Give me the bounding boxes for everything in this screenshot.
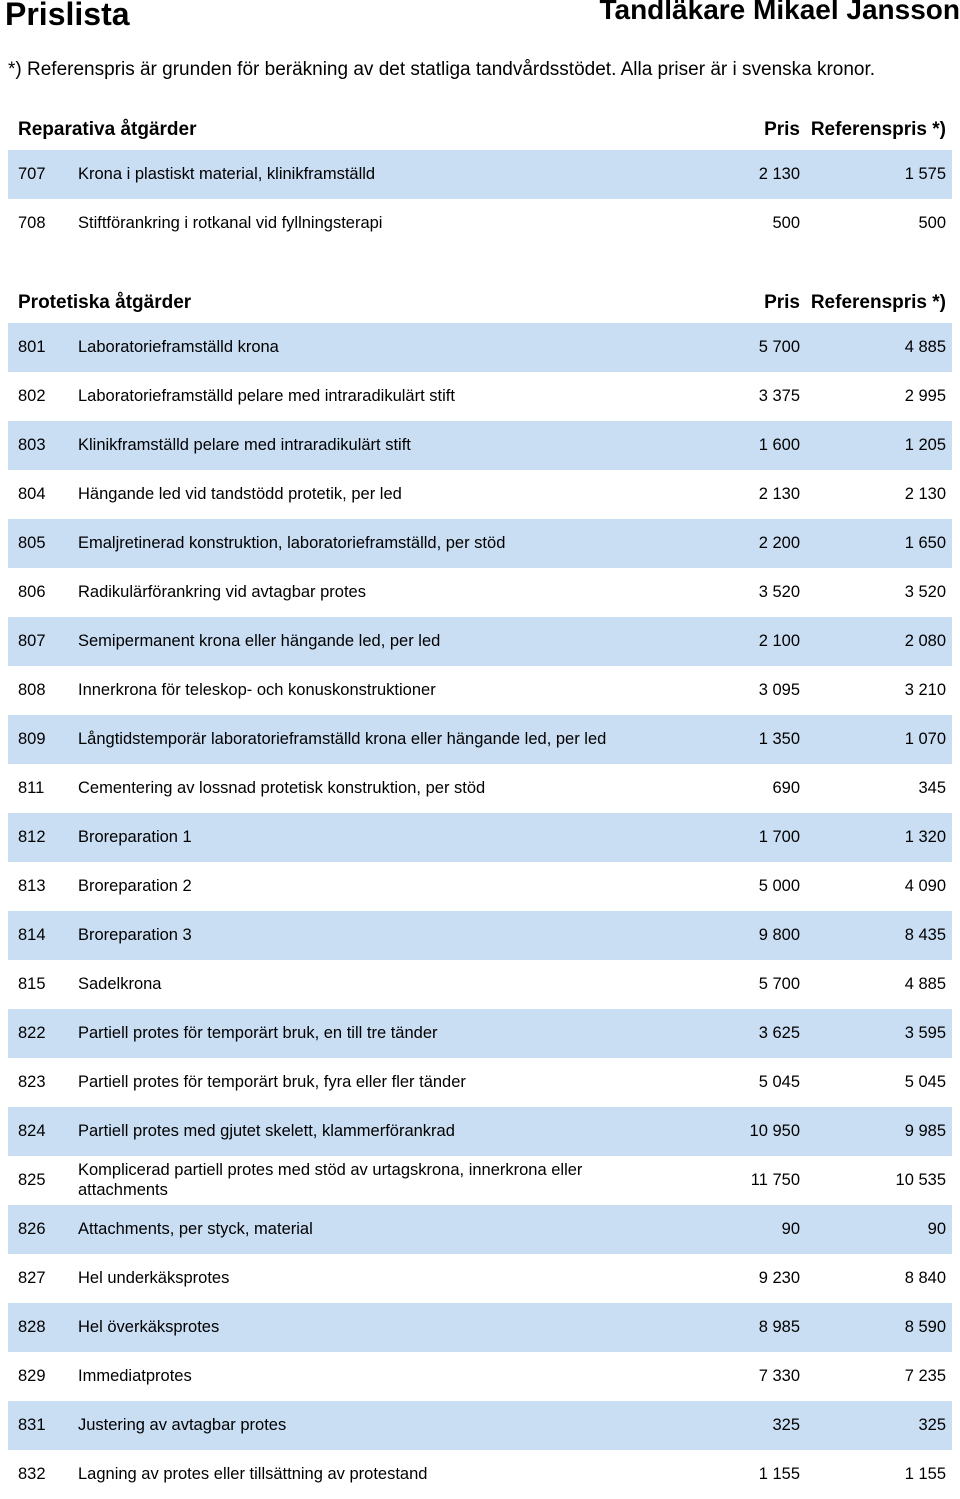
price-value: 9 230: [758, 1269, 800, 1287]
table-row: [8, 568, 952, 617]
procedure-code: 808: [18, 681, 46, 699]
procedure-code: 803: [18, 436, 46, 454]
section-title: Reparativa åtgärder: [18, 119, 197, 140]
table-row: [8, 617, 952, 666]
procedure-description: Immediatprotes: [78, 1367, 192, 1385]
reference-price-value: 7 235: [904, 1367, 946, 1385]
price-table: [8, 323, 952, 1499]
procedure-description: Hel underkäksprotes: [78, 1269, 230, 1287]
procedure-code: 805: [18, 534, 46, 552]
clinic-name: Tandläkare Mikael Jansson: [599, 0, 960, 25]
procedure-code: 825: [18, 1171, 46, 1189]
table-row: [8, 1401, 952, 1450]
reference-price-column-header: Referenspris *): [810, 119, 946, 140]
procedure-description: Emaljretinerad konstruktion, laboratorieframställd, per stöd: [78, 534, 506, 552]
reference-price-value: 3 520: [904, 583, 946, 601]
procedure-description: Cementering av lossnad protetisk konstruktion, per stöd: [78, 779, 486, 797]
procedure-description: Klinikframställd pelare med intraradikulärt stift: [78, 436, 411, 454]
price-value: 5 045: [758, 1073, 800, 1091]
procedure-code: 815: [18, 975, 46, 993]
price-value: 5 700: [758, 975, 800, 993]
table-row: [8, 1352, 952, 1401]
price-value: 2 200: [758, 534, 800, 552]
procedure-code: 824: [18, 1122, 46, 1140]
procedure-description: Laboratorieframställd krona: [78, 338, 279, 356]
table-row: [8, 519, 952, 568]
procedure-description: Broreparation 2: [78, 877, 192, 895]
procedure-description: Sadelkrona: [78, 975, 162, 993]
table-row: [8, 911, 952, 960]
procedure-code: 823: [18, 1073, 46, 1091]
procedure-description: Hängande led vid tandstödd protetik, per led: [78, 485, 402, 503]
section-title: Protetiska åtgärder: [18, 292, 192, 313]
procedure-description: Broreparation 3: [78, 926, 192, 944]
reference-price-value: 1 575: [904, 165, 946, 183]
reference-price-value: 1 650: [904, 534, 946, 552]
price-value: 2 130: [758, 165, 800, 183]
procedure-description: Semipermanent krona eller hängande led, per led: [78, 632, 441, 650]
section-header: [8, 110, 952, 150]
table-row: [8, 862, 952, 911]
reference-price-value: 9 985: [904, 1122, 946, 1140]
table-row: [8, 421, 952, 470]
procedure-code: 813: [18, 877, 46, 895]
procedure-description: Justering av avtagbar protes: [78, 1416, 287, 1434]
price-value: 2 100: [758, 632, 800, 650]
procedure-description: Radikulärförankring vid avtagbar protes: [78, 583, 366, 601]
reference-price-value: 3 595: [904, 1024, 946, 1042]
procedure-description: Stiftförankring i rotkanal vid fyllningsterapi: [78, 214, 383, 232]
procedure-description: Komplicerad partiell protes med stöd av urtagskrona, innerkrona eller attachments: [78, 1161, 583, 1199]
procedure-code: 811: [18, 779, 45, 797]
procedure-description: Attachments, per styck, material: [78, 1220, 313, 1238]
table-row: [8, 1058, 952, 1107]
price-value: 1 600: [758, 436, 800, 454]
table-row: [8, 323, 952, 372]
price-value: 5 700: [758, 338, 800, 356]
table-row: [8, 764, 952, 813]
reference-price-value: 4 885: [904, 975, 946, 993]
reference-price-note: *) Referenspris är grunden för beräkning av det statliga tandvårdsstödet. Alla priser är i svenska kronor.: [8, 59, 876, 80]
price-value: 5 000: [758, 877, 800, 895]
table-row: [8, 1156, 952, 1205]
procedure-code: 708: [18, 214, 46, 232]
reference-price-value: 8 590: [904, 1318, 946, 1336]
reference-price-value: 325: [918, 1416, 946, 1434]
procedure-code: 806: [18, 583, 46, 601]
procedure-code: 822: [18, 1024, 46, 1042]
table-row: [8, 1009, 952, 1058]
procedure-code: 812: [18, 828, 46, 846]
procedure-description: Laboratorieframställd pelare med intraradikulärt stift: [78, 387, 455, 405]
price-value: 11 750: [750, 1171, 800, 1189]
reference-price-value: 3 210: [904, 681, 946, 699]
procedure-code: 829: [18, 1367, 46, 1385]
reference-price-value: 8 435: [904, 926, 946, 944]
procedure-description: Krona i plastiskt material, klinikframställd: [78, 165, 376, 183]
reference-price-value: 5 045: [904, 1073, 946, 1091]
reference-price-value: 2 995: [904, 387, 946, 405]
procedure-description: Innerkrona för teleskop- och konuskonstruktioner: [78, 681, 436, 699]
section-header: [8, 283, 952, 323]
price-value: 1 700: [758, 828, 800, 846]
price-value: 8 985: [758, 1318, 800, 1336]
procedure-code: 828: [18, 1318, 46, 1336]
price-value: 3 520: [758, 583, 800, 601]
price-value: 90: [781, 1220, 800, 1238]
reference-price-value: 2 130: [904, 485, 946, 503]
price-value: 2 130: [758, 485, 800, 503]
procedure-code: 831: [18, 1416, 46, 1434]
price-value: 3 375: [758, 387, 800, 405]
price-column-header: Pris: [764, 119, 800, 140]
section-prosthetic: [8, 283, 952, 1499]
reference-price-value: 10 535: [895, 1171, 946, 1189]
price-value: 7 330: [758, 1367, 800, 1385]
procedure-description: Långtidstemporär laboratorieframställd krona eller hängande led, per led: [78, 730, 607, 748]
table-row: [8, 1254, 952, 1303]
table-row: [8, 1303, 952, 1352]
section-reparative: [8, 110, 952, 248]
price-value: 500: [772, 214, 800, 232]
procedure-code: 802: [18, 387, 46, 405]
reference-price-value: 4 090: [904, 877, 946, 895]
procedure-description: Partiell protes för temporärt bruk, en till tre tänder: [78, 1024, 438, 1042]
reference-price-value: 1 155: [904, 1465, 946, 1483]
reference-price-value: 500: [918, 214, 946, 232]
table-row: [8, 813, 952, 862]
reference-price-value: 2 080: [904, 632, 946, 650]
reference-price-column-header: Referenspris *): [810, 292, 946, 313]
price-value: 690: [772, 779, 800, 797]
page-header: [0, 0, 960, 36]
procedure-code: 801: [18, 338, 46, 356]
reference-price-value: 90: [927, 1220, 946, 1238]
table-row: [8, 150, 952, 199]
procedure-description: Lagning av protes eller tillsättning av protestand: [78, 1465, 428, 1483]
table-row: [8, 470, 952, 519]
procedure-description: Hel överkäksprotes: [78, 1318, 220, 1336]
price-value: 9 800: [758, 926, 800, 944]
table-row: [8, 199, 952, 248]
procedure-code: 804: [18, 485, 46, 503]
table-row: [8, 372, 952, 421]
page-title: Prislista: [5, 0, 130, 32]
price-value: 3 625: [758, 1024, 800, 1042]
price-table: [8, 150, 952, 248]
procedure-code: 832: [18, 1465, 46, 1483]
reference-price-value: 1 205: [904, 436, 946, 454]
price-column-header: Pris: [764, 292, 800, 313]
reference-price-value: 4 885: [904, 338, 946, 356]
reference-price-value: 1 320: [904, 828, 946, 846]
procedure-code: 814: [18, 926, 46, 944]
reference-price-value: 8 840: [904, 1269, 946, 1287]
procedure-code: 826: [18, 1220, 46, 1238]
procedure-description: Partiell protes för temporärt bruk, fyra eller fler tänder: [78, 1073, 466, 1091]
price-value: 325: [772, 1416, 800, 1434]
procedure-code: 809: [18, 730, 46, 748]
table-row: [8, 715, 952, 764]
procedure-code: 807: [18, 632, 46, 650]
reference-price-value: 1 070: [904, 730, 946, 748]
price-value: 1 155: [758, 1465, 800, 1483]
table-row: [8, 1205, 952, 1254]
price-value: 1 350: [758, 730, 800, 748]
procedure-description: Broreparation 1: [78, 828, 192, 846]
table-row: [8, 666, 952, 715]
table-row: [8, 1107, 952, 1156]
procedure-code: 707: [18, 165, 46, 183]
procedure-description: Partiell protes med gjutet skelett, klammerförankrad: [78, 1122, 455, 1140]
reference-price-value: 345: [918, 779, 946, 797]
price-value: 10 950: [749, 1122, 800, 1140]
table-row: [8, 960, 952, 1009]
table-row: [8, 1450, 952, 1499]
price-value: 3 095: [758, 681, 800, 699]
procedure-code: 827: [18, 1269, 46, 1287]
